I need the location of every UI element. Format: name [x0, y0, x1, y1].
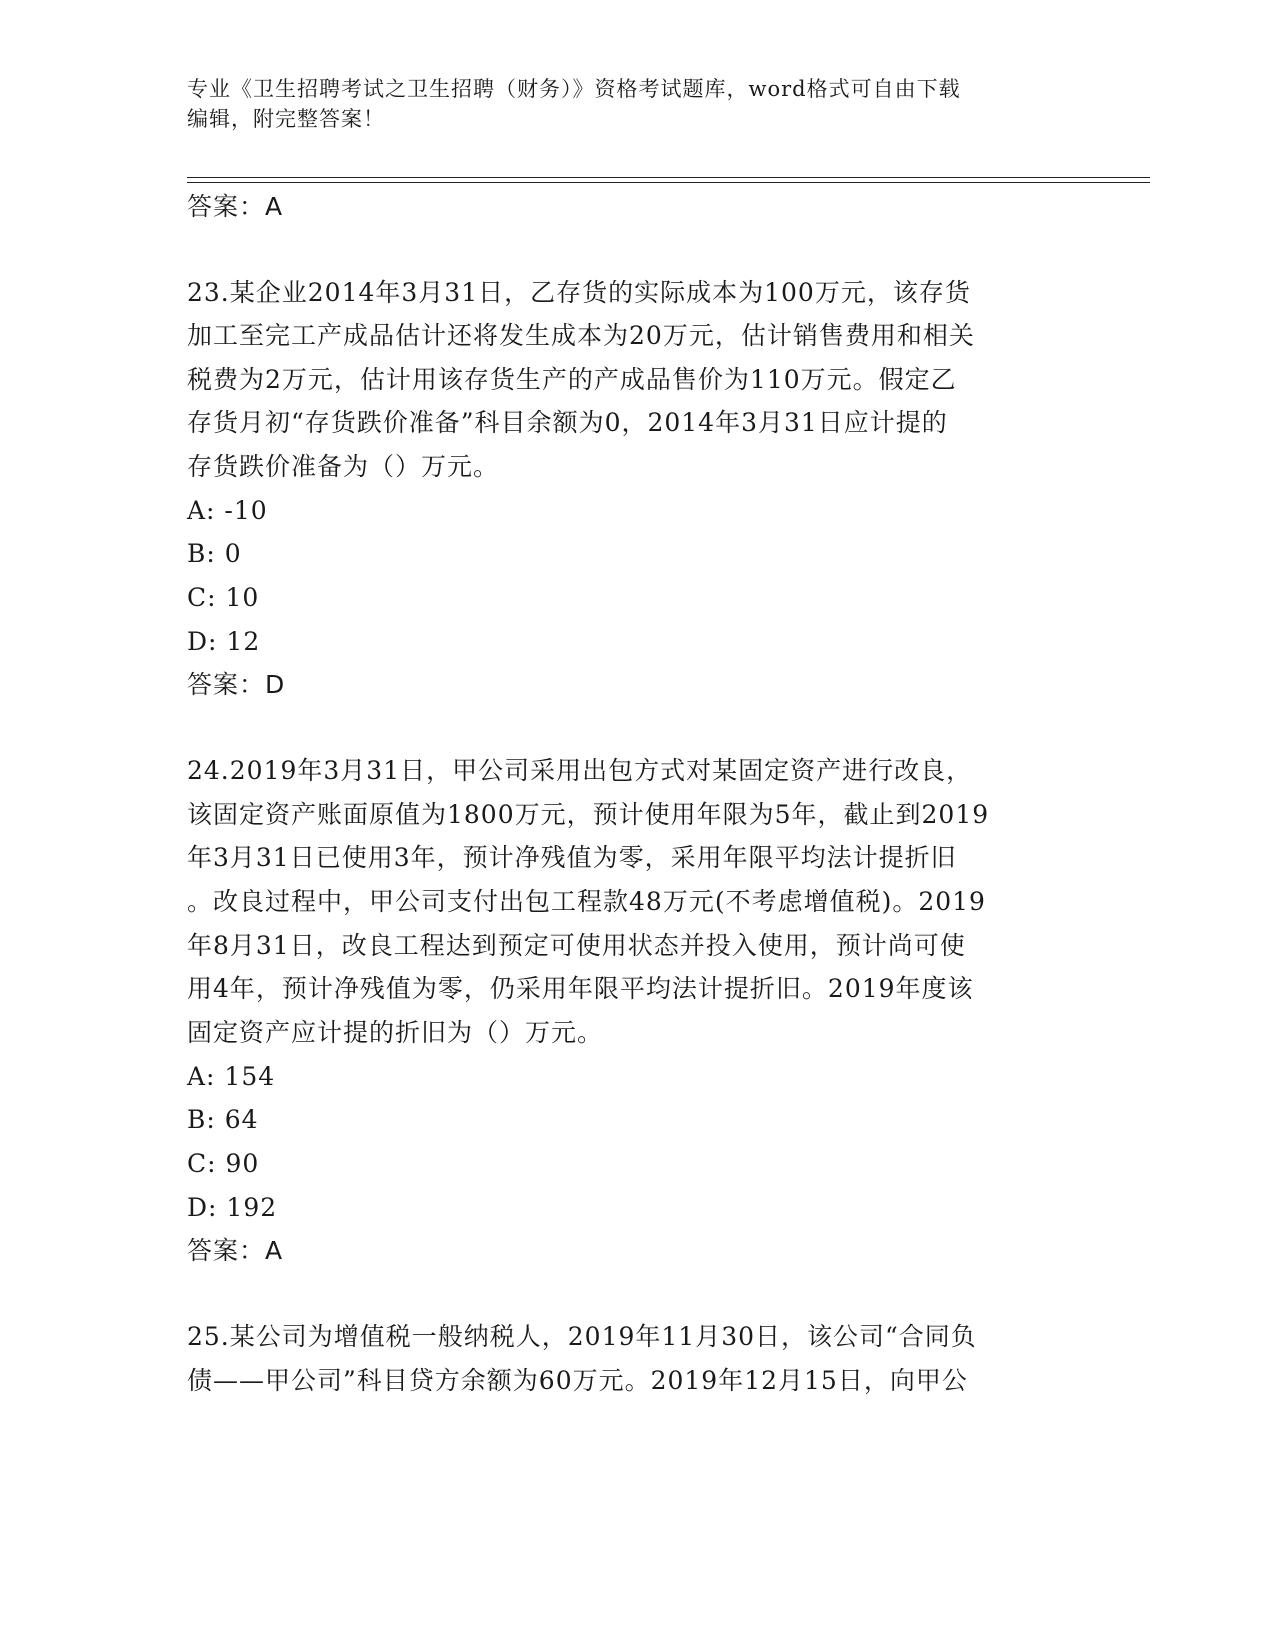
header-divider-bottom — [187, 182, 1150, 183]
option-b: B: 0 — [187, 539, 242, 568]
option-c: C: 10 — [187, 583, 260, 612]
question-text-line: 24.2019年3月31日，甲公司采用出包方式对某固定资产进行改良， — [187, 756, 973, 785]
question-text-line: 年8月31日，改良工程达到预定可使用状态并投入使用，预计尚可使 — [187, 931, 966, 960]
question-text-line: 存货跌价准备为（）万元。 — [187, 452, 500, 481]
question-text-line: 年3月31日已使用3年，预计净残值为零，采用年限平均法计提折旧 — [187, 843, 957, 872]
option-c: C: 90 — [187, 1149, 260, 1178]
header-line-1: 专业《卫生招聘考试之卫生招聘（财务）》资格考试题库，word格式可自由下载 — [187, 77, 961, 101]
question-text-line: 税费为2万元，估计用该存货生产的产成品售价为110万元。假定乙 — [187, 365, 957, 394]
answer-prev: 答案：A — [187, 192, 284, 221]
option-d: D: 12 — [187, 627, 261, 656]
answer-23: 答案：D — [187, 670, 286, 699]
question-text-line: 用4年，预计净残值为零，仍采用年限平均法计提折旧。2019年度该 — [187, 974, 974, 1003]
option-a: A: -10 — [187, 496, 268, 525]
header-divider-top — [187, 177, 1150, 178]
question-text-line: 存货月初“存货跌价准备”科目余额为0，2014年3月31日应计提的 — [187, 408, 948, 437]
option-d: D: 192 — [187, 1193, 278, 1222]
answer-24: 答案：A — [187, 1236, 284, 1265]
header-line-2: 编辑，附完整答案！ — [187, 107, 385, 131]
option-b: B: 64 — [187, 1105, 259, 1134]
question-text-line: 25.某公司为增值税一般纳税人，2019年11月30日，该公司“合同负 — [187, 1322, 977, 1351]
question-text-line: 23.某企业2014年3月31日，乙存货的实际成本为100万元，该存货 — [187, 278, 971, 307]
document-header — [187, 74, 1067, 134]
question-text-line: 。改良过程中，甲公司支付出包工程款48万元(不考虑增值税)。2019 — [187, 887, 986, 916]
question-text-line: 固定资产应计提的折旧为（）万元。 — [187, 1018, 604, 1047]
option-a: A: 154 — [187, 1062, 276, 1091]
question-text-line: 债——甲公司”科目贷方余额为60万元。2019年12月15日，向甲公 — [187, 1366, 968, 1395]
question-text-line: 该固定资产账面原值为1800万元，预计使用年限为5年，截止到2019 — [187, 800, 990, 829]
question-text-line: 加工至完工产成品估计还将发生成本为20万元，估计销售费用和相关 — [187, 321, 975, 350]
